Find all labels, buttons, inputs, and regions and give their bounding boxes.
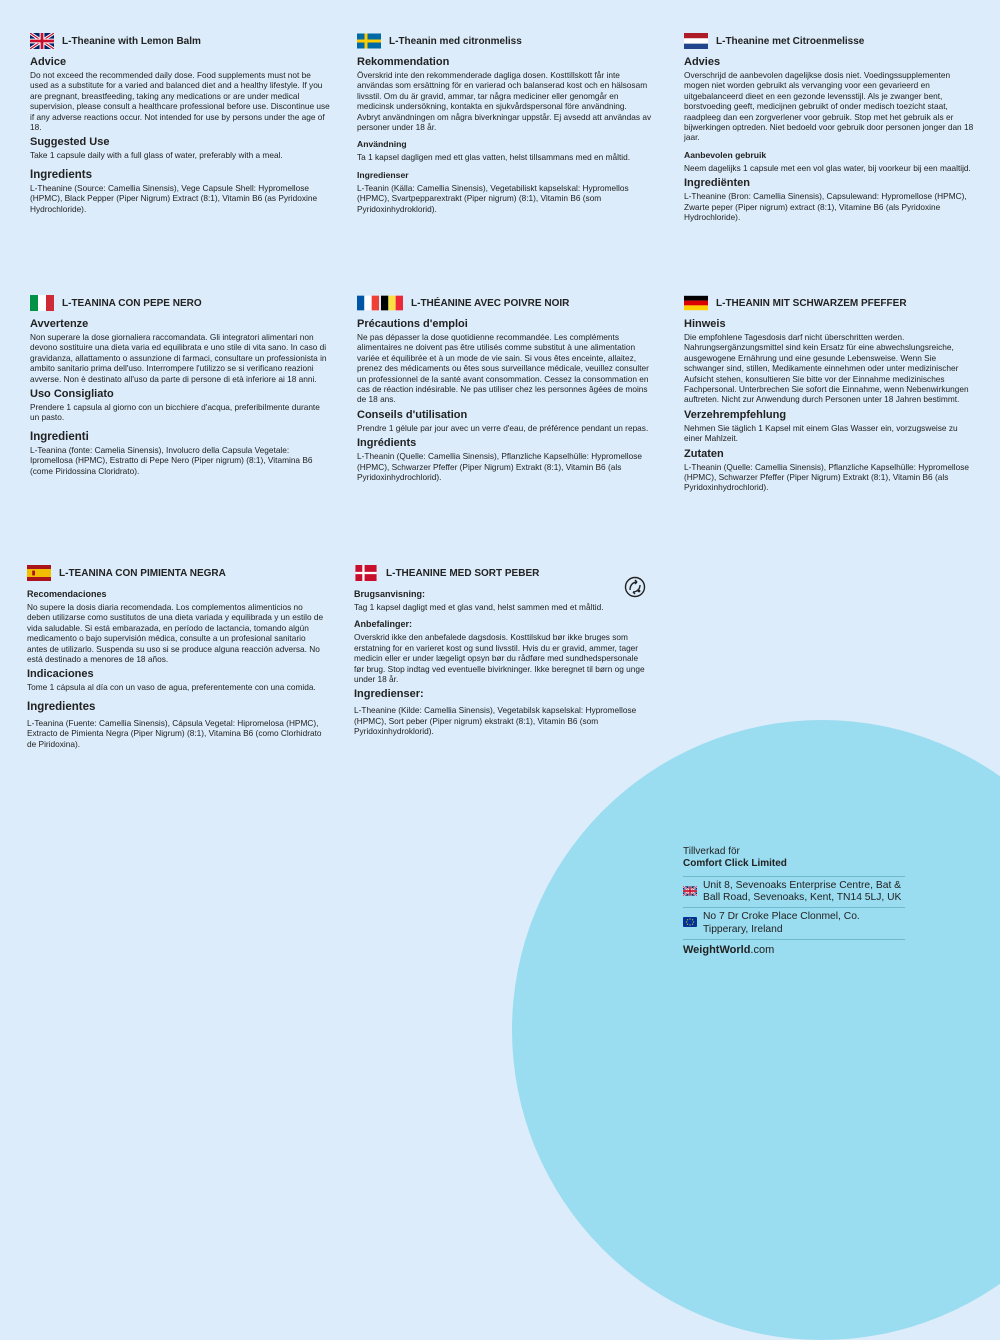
use-text: Neem dagelijks 1 capsule met een vol glas water, bij voorkeur bij een maaltijd.	[684, 162, 971, 173]
ingredients-text: L-Theanine (Kilde: Camellia Sinensis), Vegetabilsk kapselskal: Hypromellose (HPMC), Sort peber (Piper nigrum) ekstrakt (8:1), Vitamin B6 (som Pyridoxinhydroklorid).	[354, 705, 637, 737]
ingredients-heading: Zutaten	[684, 447, 724, 460]
use-heading: Suggested Use	[30, 136, 110, 149]
manufacturer-info	[683, 846, 905, 956]
spain-flag-icon	[27, 565, 51, 581]
panel-title: L-TEANINA CON PIMIENTA NEGRA	[59, 567, 226, 579]
panel-title: L-THEANIN MIT SCHWARZEM PFEFFER	[716, 297, 907, 309]
ingredients-heading: Ingrédients	[357, 437, 417, 450]
use-heading: Uso Consigliato	[30, 388, 114, 401]
panel-danish	[354, 564, 646, 737]
ingredients-text: L-Theanin (Quelle: Camellia Sinensis), Pflanzliche Kapselhülle: Hypromellose (HPMC), Schwarzer Pfeffer (Piper Nigrum) Extrakt (8:1), Vitamin B6 (als Pyridoxinhydrochlorid).	[684, 461, 969, 493]
panel-title: L-Theanine with Lemon Balm	[62, 35, 201, 47]
panel-title: L-THEANINE MED SORT PEBER	[386, 567, 540, 579]
use-heading: Användning	[357, 139, 407, 150]
panel-italian	[30, 294, 330, 476]
panel-title-row	[27, 564, 327, 582]
advice-heading: Rekommendation	[357, 56, 450, 68]
panel-spanish	[27, 564, 327, 749]
use-heading: Verzehrempfehlung	[684, 408, 787, 421]
uk-address: Unit 8, Sevenoaks Enterprise Centre, Bat & Ball Road, Sevenoaks, Kent, TN14 5LJ, UK	[703, 880, 902, 904]
sweden-flag-icon	[357, 33, 381, 49]
uk-flag-icon	[30, 33, 54, 49]
advice-heading: Avvertenze	[30, 318, 89, 330]
use-heading: Indicaciones	[27, 668, 94, 681]
denmark-flag-icon	[354, 565, 378, 581]
uk-flag-icon	[683, 883, 697, 893]
advice-text: Die empfohlene Tagesdosis darf nicht überschritten werden. Nahrungsergänzungsmittel sind kein Ersatz für eine abwechslungsreiche, ausgewogene Ernährung und eine gesunde Lebensweise. Wenn Sie schwanger sind, stillen, Medikamente einnehmen oder unter medizinischer Aufsicht stehen, konsultieren Sie bitte vor der Einnahme medizinisches Fachpersonal. Unterbrechen Sie sofort die Einnahme, wenn Nebenwirkungen auftreten. Nicht zur Anwendung durch Personen unter 18 Jahren bestimmt.	[684, 332, 969, 405]
panel-title-row	[357, 294, 652, 312]
website[interactable]	[683, 939, 905, 956]
eu-address-row	[683, 907, 905, 938]
belgium-flag-icon	[381, 295, 403, 311]
panel-french	[357, 294, 652, 482]
use-heading: Brugsanvisning:	[354, 589, 426, 599]
use-text: Take 1 capsule daily with a full glass of water, preferably with a meal.	[30, 150, 283, 161]
ingredients-text: L-Theanin (Quelle: Camellia Sinensis), Pflanzliche Kapselhülle: Hypromellose (HPMC), Schwarzer Pfeffer (Piper Nigrum) Extrakt (8:1), Vitamin B6 (als Pyridoxinhydrochlorid).	[357, 451, 642, 483]
netherlands-flag-icon	[684, 33, 708, 49]
germany-flag-icon	[684, 295, 708, 311]
panel-title-row	[684, 32, 976, 50]
ingredients-text: L-Teanina (fonte: Camelia Sinensis), Involucro della Capsula Vegetale: Ipromellosa (HPMC), Estratto di Pepe Nero (Piper nigrum) (8:1), Vitamina B6 (come Piridossina Cloridrato).	[30, 444, 313, 476]
panel-title-row	[30, 294, 330, 312]
advice-heading: Anbefalinger:	[354, 619, 413, 630]
advice-text: Non superare la dose giornaliera raccomandata. Gli integratori alimentari non devono sostituire una dieta varia ed equilibrata e uno stile di vita sano. In caso di gravidanza, allattamento o assunzione di farmaci, consultare un professionista in ambito sanitario prima dell'uso. Interrompere l'utilizzo se si verificano reazioni avverse. Non è destinato all'uso da parte di persone di età inferiore ai 18 anni.	[30, 332, 327, 384]
ingredients-text: L-Theanine (Source: Camellia Sinensis), Vege Capsule Shell: Hypromellose (HPMC), Black Pepper (Piper Nigrum) Extract (8:1), Vitamin B6 (as Pyridoxine Hydrochloride).	[30, 182, 318, 214]
recycling-symbol-icon	[624, 576, 646, 598]
uk-address-row	[683, 876, 905, 907]
panel-title: L-Theanine met Citroenmelisse	[716, 35, 865, 47]
panel-title-row	[30, 32, 330, 50]
panel-german	[684, 294, 976, 493]
panel-swedish	[357, 32, 652, 214]
eu-flag-icon	[683, 914, 697, 924]
use-text: Nehmen Sie täglich 1 Kapsel mit einem Glas Wasser ein, vorzugsweise zu einer Mahlzeit.	[684, 422, 958, 444]
panel-title-row	[354, 564, 646, 582]
advice-text: Overskrid ikke den anbefalede dagsdosis. Kosttilskud bør ikke bruges som erstatning for en varieret kost og sund livsstil. Hvis du er gravid, ammer, tager medicin eller er under lægeligt opsyn bør du rådføre med sundhedspersonale før brug. Stop indtag ved eventuelle bivirkninger. Ikke beregnet til børn og unge under 18 år.	[354, 632, 645, 685]
panel-title: L-TEANINA CON PEPE NERO	[62, 297, 202, 309]
use-text: Prendre 1 gélule par jour avec un verre d'eau, de préférence pendant un repas.	[357, 422, 649, 433]
panel-title-row	[684, 294, 976, 312]
use-text: Ta 1 kapsel dagligen med ett glas vatten, helst tillsammans med en måltid.	[357, 152, 631, 163]
made-for-label: Tillverkad för	[683, 846, 740, 857]
ingredients-text: L-Theanine (Bron: Camellia Sinensis), Capsulewand: Hypromellose (HPMC), Zwarte peper (Piper nigrum) extract (8:1), Vitamine B6 (als Pyridoxine Hydrochloride).	[684, 191, 967, 223]
panel-title-row	[357, 32, 652, 50]
panel-title: L-THÉANINE AVEC POIVRE NOIR	[411, 297, 570, 309]
panel-english	[30, 32, 330, 214]
advice-heading: Advies	[684, 56, 721, 68]
ingredients-heading: Ingredientes	[27, 700, 96, 713]
advice-text: Överskrid inte den rekommenderade dagliga dosen. Kosttillskott får inte användas som ersättning för en varierad och balanserad kost och en hälsosam livsstil. Om du är gravid, ammar, tar några mediciner eller genomgår en medicinsk undersökning, kontakta en sjukvårdspersonal före användning. Avbryt användningen om några biverkningar uppstår. Ej avsedd att användas av personer under 18 år.	[357, 70, 652, 133]
contact-circle	[512, 720, 1000, 1340]
eu-address: No 7 Dr Croke Place Clonmel, Co. Tipperary, Ireland	[703, 911, 860, 935]
advice-text: Do not exceed the recommended daily dose. Food supplements must not be used as a substitute for a varied and balanced diet and a healthy lifestyle. If you are pregnant, breastfeeding, taking any medications or are under medical supervision, please consult a healthcare professional before use. Discontinue use if any adverse reactions occur. Not intended for use by persons under the age of 18.	[30, 70, 330, 133]
ingredients-heading: Ingredienser	[357, 169, 409, 180]
italy-flag-icon	[30, 295, 54, 311]
use-text: Prendere 1 capsula al giorno con un bicchiere d'acqua, preferibilmente durante un pasto.	[30, 402, 320, 423]
advice-heading: Hinweis	[684, 318, 726, 330]
website-brand: WeightWorld	[683, 943, 751, 956]
use-text: Tag 1 kapsel dagligt med et glas vand, helst sammen med et måltid.	[354, 602, 604, 612]
advice-heading: Recomendaciones	[27, 589, 107, 599]
company-name: Comfort Click Limited	[683, 858, 787, 869]
advice-heading: Advice	[30, 56, 67, 68]
website-tld: .com	[750, 943, 775, 956]
ingredients-heading: Ingredients	[30, 168, 92, 181]
ingredients-heading: Ingredienser:	[354, 688, 424, 701]
france-flag-icon	[357, 295, 379, 311]
ingredients-heading: Ingrediënten	[684, 177, 751, 190]
use-heading: Conseils d'utilisation	[357, 408, 468, 421]
advice-text: Overschrijd de aanbevolen dagelijkse dosis niet. Voedingssupplementen mogen niet worden gebruikt als vervanging voor een gevarieerd en uitgebalanceerd dieet en een gezonde levensstijl. Als je zwanger bent, borstvoeding geeft, medicijnen gebruikt of onder medisch toezicht staat, raadpleeg dan een zorgverlener voor gebruik. Stop met het gebruik als er bijwerkingen optreden. Niet bedoeld voor gebruik door personen jonger dan 18 jaar.	[684, 70, 974, 143]
advice-text: Ne pas dépasser la dose quotidienne recommandée. Les compléments alimentaires ne doivent pas être utilisés comme substitut à une alimentation variée et équilibrée et à un mode de vie sain. Si vous êtes enceinte, allaitez, prenez des médicaments ou êtes sous surveillance médicale, veuillez consulter un professionnel de la santé avant consommation. Cessez la consommation en cas de réaction indésirable. Ne pas utiliser chez les personnes âgées de moins de 18 ans.	[357, 332, 649, 405]
panel-dutch	[684, 32, 976, 222]
advice-text: No supere la dosis diaria recomendada. Los complementos alimenticios no deben utilizarse como sustitutos de una dieta variada y equilibrada y un estilo de vida saludable. Si está embarazada, en período de lactancia, tomando algún medicamento o bajo supervisión médica, consulte a un profesional sanitario antes de utilizarlo. Suspenda su uso si se produce alguna reacción adversa. No está destinado a menores de 18 años.	[27, 602, 324, 665]
advice-heading: Précautions d'emploi	[357, 318, 468, 330]
ingredients-heading: Ingredienti	[30, 430, 89, 443]
panel-title: L-Theanin med citronmeliss	[389, 35, 522, 47]
use-heading: Aanbevolen gebruik	[684, 149, 767, 160]
use-text: Tome 1 cápsula al día con un vaso de agua, preferentemente con una comida.	[27, 682, 316, 693]
ingredients-text: L-Teanina (Fuente: Camellia Sinensis), Cápsula Vegetal: Hipromelosa (HPMC), Extracto de Pimienta Negra (Piper Nigrum) (8:1), Vitamina B6 (como Clorhidrato de Piridoxina).	[27, 717, 322, 749]
ingredients-text: L-Teanin (Källa: Camellia Sinensis), Vegetabiliskt kapselskal: Hypromellos (HPMC), Svartpepparextrakt (Piper nigrum) (8:1), Vitamin B6 (som Pyridoxinhydroklorid).	[357, 182, 629, 214]
